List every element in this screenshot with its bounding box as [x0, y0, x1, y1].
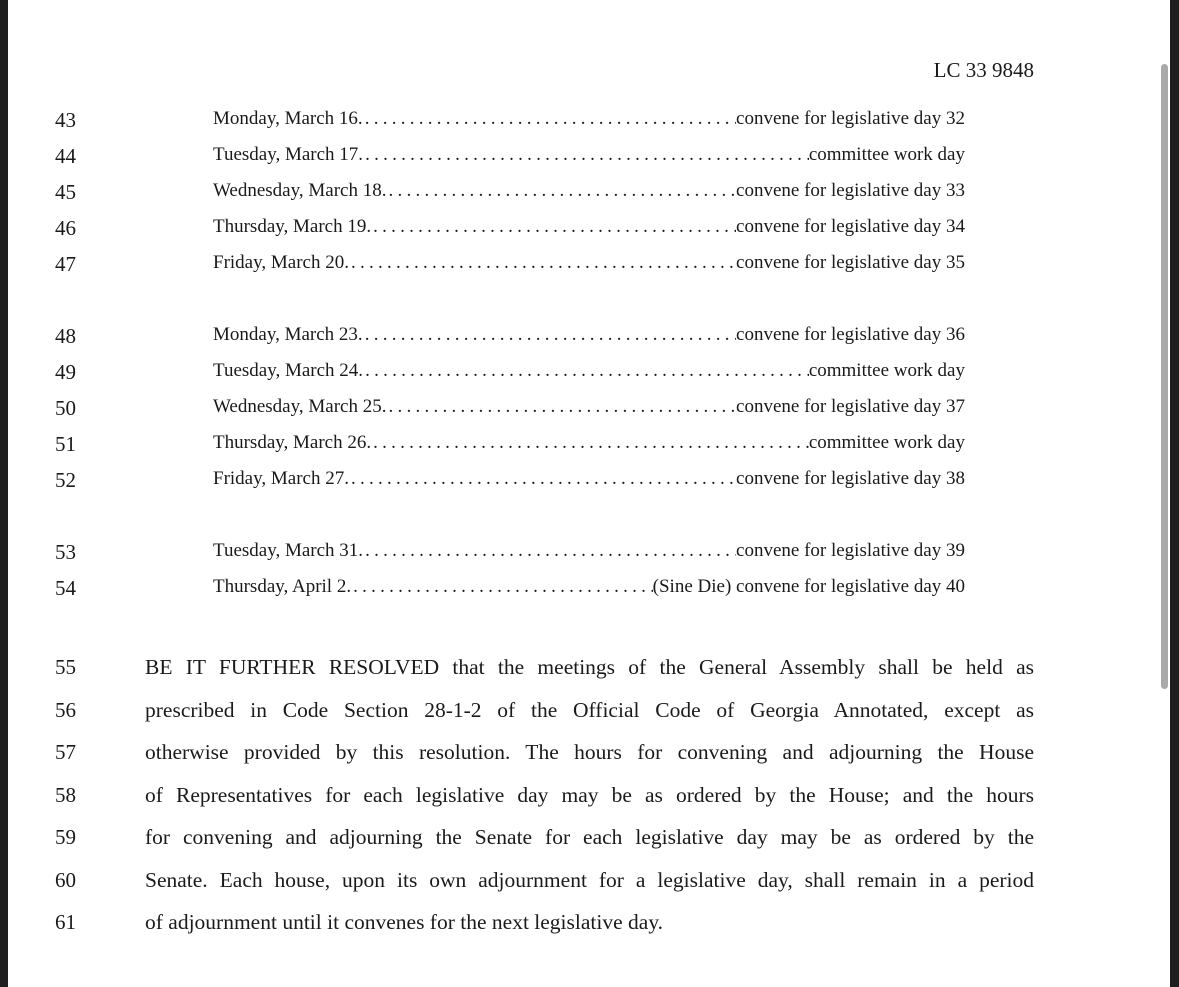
paragraph-line	[0, 783, 1179, 813]
schedule-action: convene for legislative day 38	[736, 468, 965, 489]
schedule-date: Thursday, April 2.	[213, 576, 352, 597]
line-number: 49	[55, 360, 76, 384]
schedule-entry	[213, 252, 965, 274]
schedule-date: Thursday, March 19.	[213, 216, 372, 237]
line-number: 59	[55, 825, 76, 849]
dot-leader	[363, 144, 809, 166]
dot-leader	[371, 216, 736, 238]
line-number: 47	[55, 252, 76, 276]
schedule-entry	[213, 108, 965, 130]
paragraph-line	[0, 740, 1179, 770]
dot-leader	[386, 396, 736, 418]
schedule-entry	[213, 396, 965, 418]
schedule-row	[0, 108, 1179, 138]
dot-leader	[351, 576, 653, 598]
paragraph-text: of adjournment until it convenes for the next legislative day.	[145, 910, 664, 934]
schedule-row	[0, 216, 1179, 246]
dot-leader	[386, 180, 736, 202]
schedule-date: Thursday, March 26.	[213, 432, 372, 453]
schedule-date: Monday, March 23.	[213, 324, 363, 345]
schedule-action: convene for legislative day 32	[736, 108, 965, 129]
schedule-action: convene for legislative day 33	[736, 180, 965, 201]
schedule-date: Wednesday, March 18.	[213, 180, 387, 201]
line-number: 60	[55, 868, 76, 892]
schedule-entry	[213, 324, 965, 346]
paragraph-line	[0, 698, 1179, 728]
paragraph-line	[0, 910, 1179, 940]
schedule-date: Wednesday, March 25.	[213, 396, 387, 417]
paragraph-text: Senate. Each house, upon its own adjournment for a legislative day, shall remain in a period	[145, 868, 1034, 892]
schedule-entry	[213, 144, 965, 166]
schedule-action: (Sine Die) convene for legislative day 40	[652, 576, 965, 597]
dot-leader	[363, 108, 736, 130]
dot-leader	[363, 360, 809, 382]
schedule-action: convene for legislative day 39	[736, 540, 965, 561]
line-number: 43	[55, 108, 76, 132]
paragraph-line	[0, 825, 1179, 855]
schedule-row	[0, 540, 1179, 570]
line-number: 56	[55, 698, 76, 722]
paragraph-text: prescribed in Code Section 28-1-2 of the Official Code of Georgia Annotated, except as	[145, 698, 1034, 722]
paragraph-text: for convening and adjourning the Senate for each legislative day may be as ordered by the	[145, 825, 1034, 849]
schedule-date: Tuesday, March 24.	[213, 360, 364, 381]
schedule-action: committee work day	[808, 360, 965, 381]
line-number: 48	[55, 324, 76, 348]
paragraph-line	[0, 655, 1179, 685]
schedule-entry	[213, 468, 965, 490]
schedule-row	[0, 324, 1179, 354]
schedule-row	[0, 432, 1179, 462]
schedule-entry	[213, 576, 965, 598]
dot-leader	[349, 468, 736, 490]
line-number: 61	[55, 910, 76, 934]
schedule-row	[0, 576, 1179, 606]
schedule-action: committee work day	[808, 432, 965, 453]
line-number: 50	[55, 396, 76, 420]
schedule-row	[0, 396, 1179, 426]
line-number: 52	[55, 468, 76, 492]
line-number: 44	[55, 144, 76, 168]
schedule-action: convene for legislative day 37	[736, 396, 965, 417]
schedule-entry	[213, 216, 965, 238]
line-number: 51	[55, 432, 76, 456]
schedule-date: Friday, March 20.	[213, 252, 349, 273]
paragraph-text: BE IT FURTHER RESOLVED that the meetings of the General Assembly shall be held as	[145, 655, 1034, 679]
document-id: LC 33 9848	[933, 58, 1034, 82]
dot-leader	[349, 252, 736, 274]
paragraph-text: otherwise provided by this resolution. The hours for convening and adjourning the House	[145, 740, 1034, 764]
schedule-date: Friday, March 27.	[213, 468, 349, 489]
schedule-action: convene for legislative day 35	[736, 252, 965, 273]
schedule-row	[0, 144, 1179, 174]
line-number: 53	[55, 540, 76, 564]
schedule-row	[0, 180, 1179, 210]
line-number: 55	[55, 655, 76, 679]
paragraph-line	[0, 868, 1179, 898]
schedule-entry	[213, 180, 965, 202]
schedule-date: Monday, March 16.	[213, 108, 363, 129]
line-number: 54	[55, 576, 76, 600]
schedule-date: Tuesday, March 31.	[213, 540, 364, 561]
dot-leader	[363, 540, 736, 562]
schedule-entry	[213, 540, 965, 562]
schedule-row	[0, 468, 1179, 498]
schedule-row	[0, 252, 1179, 282]
schedule-action: convene for legislative day 36	[736, 324, 965, 345]
schedule-action: committee work day	[808, 144, 965, 165]
line-number: 45	[55, 180, 76, 204]
dot-leader	[371, 432, 809, 454]
schedule-row	[0, 360, 1179, 390]
line-number: 46	[55, 216, 76, 240]
dot-leader	[363, 324, 736, 346]
line-number: 58	[55, 783, 76, 807]
schedule-entry	[213, 432, 965, 454]
line-number: 57	[55, 740, 76, 764]
schedule-entry	[213, 360, 965, 382]
schedule-date: Tuesday, March 17.	[213, 144, 364, 165]
schedule-action: convene for legislative day 34	[736, 216, 965, 237]
paragraph-text: of Representatives for each legislative day may be as ordered by the House; and the hours	[145, 783, 1034, 807]
